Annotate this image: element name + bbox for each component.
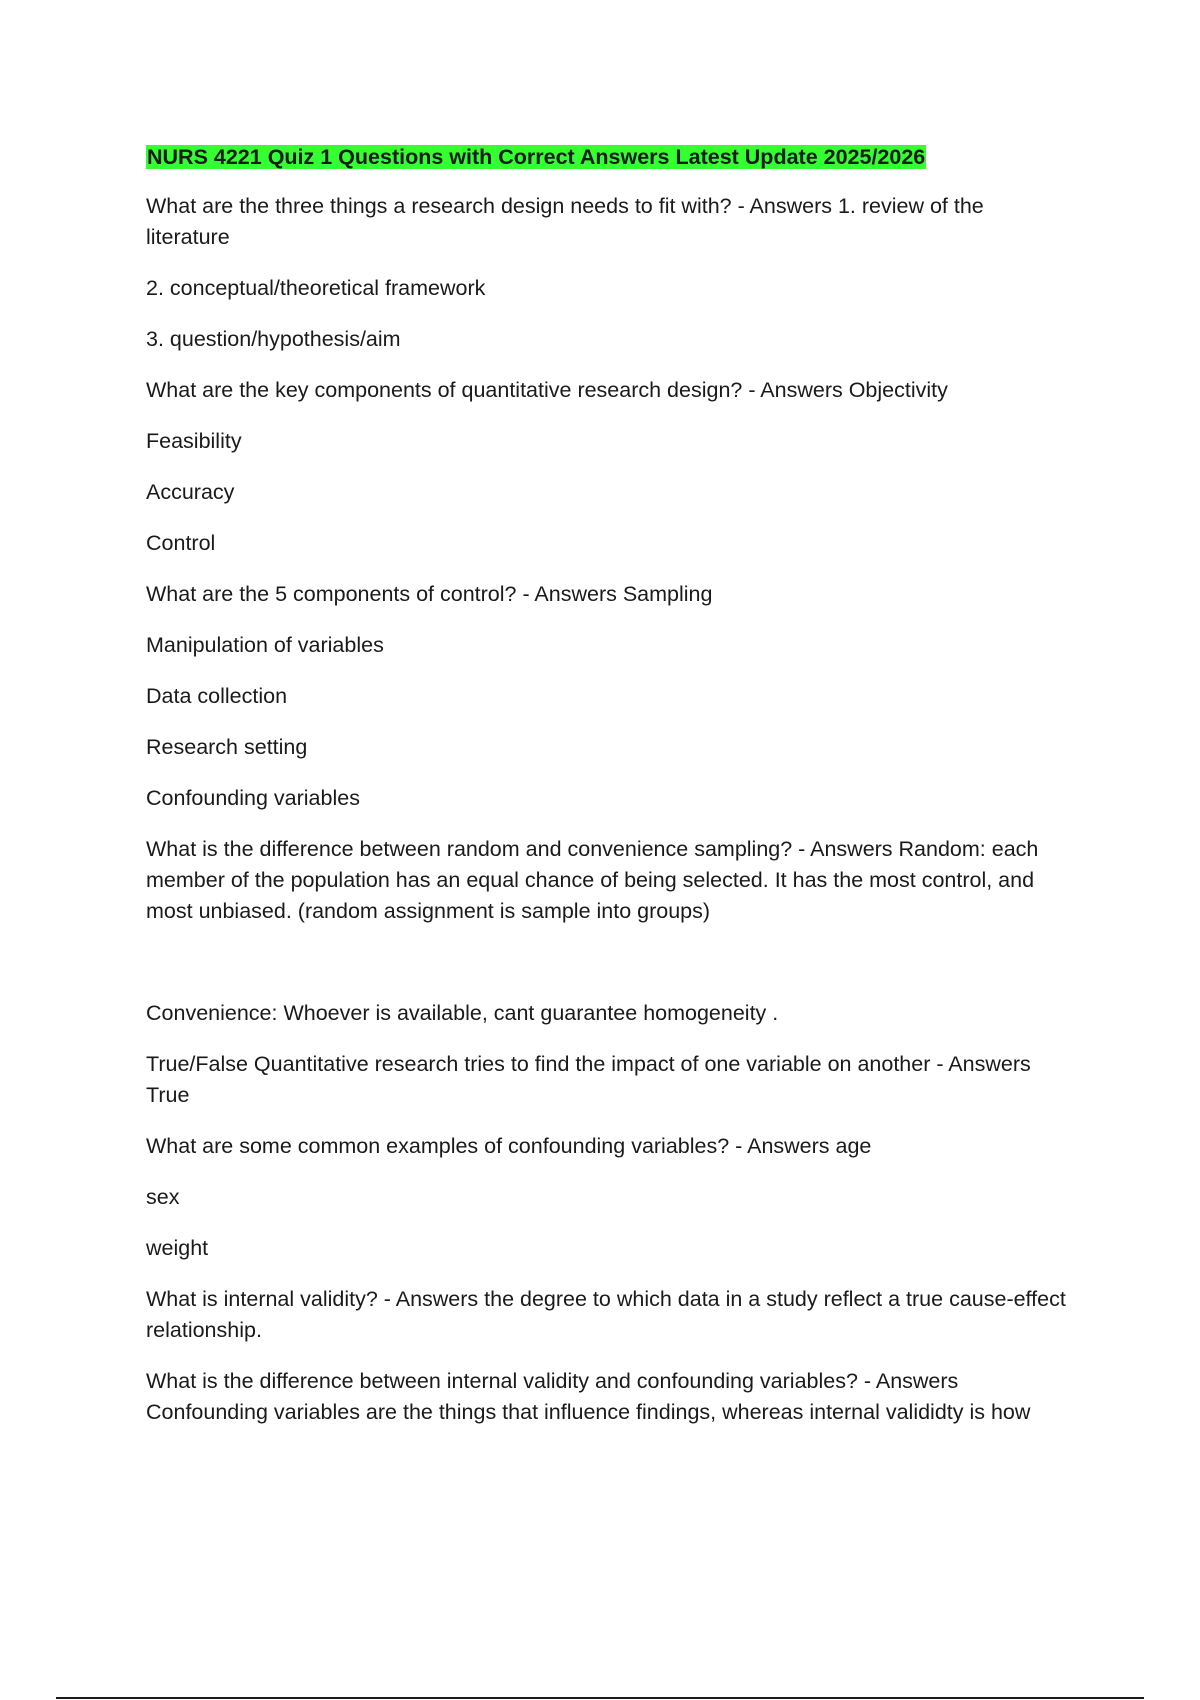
- page-bottom-divider: [56, 1697, 1144, 1699]
- paragraph: Accuracy: [146, 480, 235, 504]
- paragraph: What are the 5 components of control? - Answers Sampling: [146, 582, 713, 606]
- paragraph: What are some common examples of confounding variables? - Answers age: [146, 1134, 872, 1158]
- paragraph: Convenience: Whoever is available, cant guarantee homogeneity .: [146, 1001, 779, 1025]
- paragraph: sex: [146, 1185, 180, 1209]
- paragraph: What is the difference between internal validity and confounding variables? - Answers Confounding variables are the things that influence findings, whereas internal valididty is how: [146, 1369, 1031, 1424]
- paragraph: Manipulation of variables: [146, 633, 384, 657]
- paragraph: What are the three things a research design needs to fit with? - Answers 1. review of the literature: [146, 194, 984, 249]
- paragraph: True/False Quantitative research tries to find the impact of one variable on another - Answers True: [146, 1052, 1031, 1107]
- document-content: [146, 142, 1066, 1448]
- paragraph: What is the difference between random and convenience sampling? - Answers Random: each member of the population has an equal chance of being selected. It has the most control, and most unbiased. (random assignment is sample into groups): [146, 837, 1039, 923]
- paragraph: 2. conceptual/theoretical framework: [146, 276, 486, 300]
- paragraph: What are the key components of quantitative research design? - Answers Objectivity: [146, 378, 948, 402]
- paragraph: What is internal validity? - Answers the degree to which data in a study reflect a true cause-effect relationship.: [146, 1287, 1066, 1342]
- paragraph: Confounding variables: [146, 786, 360, 810]
- document-title-highlight: NURS 4221 Quiz 1 Questions with Correct Answers Latest Update 2025/2026: [147, 145, 926, 169]
- paragraph: Feasibility: [146, 429, 242, 453]
- paragraph: weight: [146, 1236, 209, 1260]
- document-title: [146, 142, 1066, 173]
- paragraph: Data collection: [146, 684, 288, 708]
- paragraph: 3. question/hypothesis/aim: [146, 327, 401, 351]
- paragraph: Research setting: [146, 735, 308, 759]
- paragraph: Control: [146, 531, 216, 555]
